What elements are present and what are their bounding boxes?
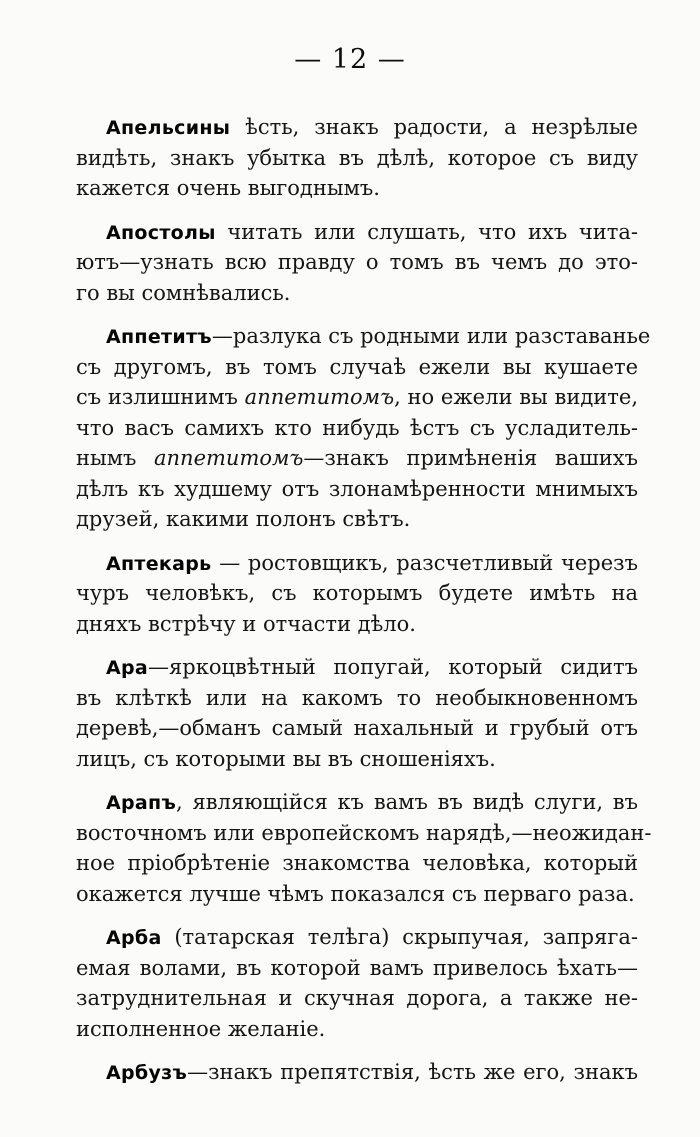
headword: Арбузъ [106, 1062, 188, 1084]
entry-text: нымъ [76, 446, 155, 470]
entry-line: окажется лучше чѣмъ показался съ перваго раза. [76, 881, 635, 906]
entry-line: деревѣ,—обманъ самый нахальный и грубый отъ [76, 716, 638, 740]
entry-line: го вы сомнѣвались. [76, 280, 291, 305]
entry-line [76, 217, 638, 248]
entry-apelsiny [76, 112, 638, 204]
entry-line [76, 1057, 638, 1088]
entry-text: читать или слушать, что ихъ чита- [227, 219, 638, 244]
entry-text: , но ежели вы видите, [394, 385, 638, 409]
entry-line [76, 652, 638, 683]
page-number: — 12 — [294, 44, 406, 75]
entry-line: затруднительная и скучная дорога, а также не- [76, 986, 638, 1010]
italic-word: аппетитомъ [154, 446, 304, 470]
headword: Арапъ [106, 792, 177, 814]
headword: Аппетитъ [106, 326, 212, 348]
dictionary-entries [76, 112, 652, 1101]
entry-line: исполненное желаніе. [76, 1016, 326, 1041]
entry-line: что васъ самихъ кто нибудь ѣстъ съ усладитель- [76, 415, 638, 440]
entry-line: въ клѣткѣ или на какомъ то необыкновенномъ [76, 685, 638, 710]
entry-text: — ростовщикъ, разсчетливый черезъ [219, 550, 638, 575]
entry-text: —разлука съ родными или разставанье [211, 324, 651, 348]
entry-text: —знакъ примѣненія вашихъ [303, 446, 638, 470]
entry-line [76, 321, 651, 352]
entry-appetit [76, 321, 651, 535]
entry-line: съ другомъ, въ томъ случаѣ ежели вы кушаете [76, 354, 638, 379]
entry-line: ютъ—узнать всю правду о томъ въ чемъ до это- [76, 250, 638, 274]
entry-line: восточномъ или европейскомъ нарядѣ,—неожидан- [76, 820, 652, 845]
entry-line [76, 548, 638, 579]
headword: Апостолы [106, 221, 216, 244]
entry-text: (татарская телѣга) скрыпучая, запряга- [161, 925, 638, 949]
entry-text: съ излишнимъ [76, 385, 245, 409]
headword: Аптекарь [106, 552, 212, 575]
entry-aptekar [76, 548, 638, 640]
entry-line: ное пріобрѣтеніе знакомства человѣка, который [76, 851, 638, 875]
headword: Апельсины [106, 117, 231, 139]
entry-line [76, 922, 638, 953]
entry-text: , являющійся къ вамъ въ видѣ слуги, въ [176, 790, 638, 814]
entry-line: лицъ, съ которыми вы въ сношеніяхъ. [76, 746, 496, 771]
entry-text: —яркоцвѣтный попугай, который сидитъ [148, 655, 638, 679]
entry-line [76, 787, 638, 818]
headword: Ара [106, 657, 149, 679]
entry-line [76, 443, 638, 474]
entry-line [76, 382, 638, 413]
entry-line [76, 112, 638, 143]
entry-line: дѣлъ къ худшему отъ злонамѣренности мнимыхъ [76, 476, 638, 501]
entry-text: —знакъ препятствія, ѣсть же его, знакъ [187, 1060, 638, 1084]
entry-arbuz [76, 1057, 638, 1088]
entry-line: кажется очень выгоднымъ. [76, 176, 380, 200]
entry-line: видѣть, знакъ убытка въ дѣлѣ, которое съ виду [76, 145, 638, 170]
entry-text: ѣсть, знакъ радости, а незрѣлые [245, 115, 638, 139]
italic-word: аппетитомъ [244, 385, 395, 409]
entry-arap [76, 787, 652, 909]
headword: Арба [106, 927, 162, 949]
entry-arba [76, 922, 638, 1044]
entry-ara [76, 652, 638, 774]
entry-line: емая волами, въ которой вамъ привелось ѣхать— [76, 955, 638, 980]
entry-line: дняхъ встрѣчу и отчасти дѣло. [76, 611, 416, 636]
entry-line: чуръ человѣкъ, съ которымъ будете имѣть на [76, 581, 638, 605]
entry-line: друзей, какими полонъ свѣтъ. [76, 507, 411, 531]
entry-apostoly [76, 217, 638, 309]
